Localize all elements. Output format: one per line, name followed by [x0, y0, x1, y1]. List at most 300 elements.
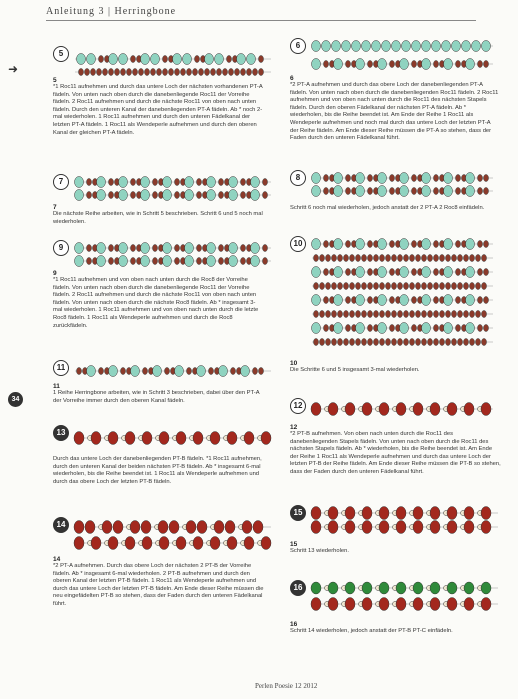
teal-bead	[422, 186, 431, 197]
teal-bead	[444, 173, 453, 184]
step-text: Schritt 14 wiederholen, jedoch anstatt der PT-B PT-C einfädeln.	[290, 628, 453, 634]
red-bead	[227, 537, 237, 550]
page-header: Anleitung 3 | Herringbone	[46, 6, 177, 17]
brown-bead	[390, 269, 395, 276]
teal-bead	[75, 177, 84, 188]
brown-bead	[484, 241, 489, 248]
teal-bead	[334, 59, 343, 70]
teal-bead	[251, 256, 260, 267]
bead-diagram-step-7	[73, 174, 273, 204]
red-bead	[85, 521, 95, 534]
brown-bead	[464, 283, 469, 290]
teal-bead	[75, 243, 84, 254]
brown-bead	[478, 175, 483, 182]
bead-diagram-step-15	[310, 505, 500, 535]
teal-bead	[141, 54, 150, 65]
green-bead	[362, 582, 372, 594]
brown-bead	[374, 339, 379, 346]
brown-bead	[440, 311, 445, 318]
teal-bead	[334, 323, 343, 334]
brown-bead	[456, 175, 461, 182]
teal-bead	[422, 267, 431, 278]
teal-bead	[356, 295, 365, 306]
teal-bead	[241, 366, 250, 377]
brown-bead	[452, 255, 457, 262]
brown-bead	[350, 283, 355, 290]
red-bead	[447, 403, 457, 416]
step-text: *2 PT-A aufnehmen. Durch das obere Loch der nächsten 2 PT-B der Vorreihe fädeln. Ab * insgesamt 6-mal wiederholen. 2 PT-B aufnehmen und durch den oberen Kanal der letzten PT-B fädeln. 1 Roc11 als Wendeperle aufnehmen und durch das untere Loch der letzten PT-B fädeln. Am Ende dieser Reihe müssen die neu eingefädelten PT-B so stehen, dass der Faden durch den unteren Fädelkanal führt.	[53, 563, 264, 607]
brown-bead	[346, 325, 351, 332]
brown-bead	[199, 69, 204, 76]
red-bead	[102, 521, 112, 534]
red-bead	[464, 507, 474, 520]
bead-diagram-step-9	[73, 240, 273, 270]
brown-bead	[219, 192, 224, 199]
red-bead	[464, 521, 474, 534]
teal-bead	[334, 267, 343, 278]
brown-bead	[456, 269, 461, 276]
brown-bead	[332, 283, 337, 290]
brown-bead	[324, 188, 329, 195]
teal-bead	[151, 54, 160, 65]
brown-bead	[153, 245, 158, 252]
teal-bead	[87, 54, 96, 65]
teal-bead	[163, 243, 172, 254]
red-bead	[379, 598, 389, 611]
teal-bead	[163, 177, 172, 188]
teal-bead	[466, 59, 475, 70]
brown-bead	[139, 69, 144, 76]
brown-bead	[235, 69, 240, 76]
step-text: *2 PT-B aufnehmen. Von oben nach unten durch die Roc11 des danebenliegenden Stapels fädeln. Von unten nach oben durch die Roc11 des nächsten Stapels fädeln. Ab * wiederholen, bis die Reihe beendet ist. Am Ende der Reihe 1 Roc11 als Wendeperle aufnehmen und durch das untere Loch der letzten PT-B der Reihe fädeln. Am Ende dieser Reihe müssen die PT-B so stehen, dass der Faden durch den unteren Fädelkanal führt.	[290, 431, 501, 475]
teal-bead	[412, 41, 421, 52]
brown-bead	[109, 192, 114, 199]
teal-bead	[466, 323, 475, 334]
brown-bead	[410, 255, 415, 262]
step-badge: 16	[290, 580, 306, 596]
red-bead	[244, 432, 254, 445]
teal-bead	[119, 190, 128, 201]
step-text: *2 PT-A aufnehmen und durch das obere Loch der danebenliegenden PT-A fädeln. Von unten nach oben durch die danebenliegenden Roc11 fädeln. 2 Roc11 aufnehmen und von oben nach unten durch die Roc11 des nächsten Stapels fädeln. Durch den oberen Fädelkanal der nächsten PT-A fädeln. Ab * wiederholen, bis die Reihe beendet ist. Am Ende der Reihe 1 Roc11 als Wendeperle aufnehmen und noch mal durch das untere Loch der letzten PT-A der Reihe fädeln. Am Ende dieser Reihe müssen die PT-A so stehen, dass der Faden durch den unteren Fädelkanal führt.	[290, 82, 499, 142]
red-bead	[379, 521, 389, 534]
brown-bead	[241, 179, 246, 186]
brown-bead	[398, 339, 403, 346]
brown-bead	[109, 245, 114, 252]
teal-bead	[119, 54, 128, 65]
brown-bead	[344, 339, 349, 346]
brown-bead	[87, 258, 92, 265]
teal-bead	[163, 190, 172, 201]
step-number: 14	[53, 556, 61, 563]
brown-bead	[392, 339, 397, 346]
brown-bead	[145, 69, 150, 76]
brown-bead	[428, 311, 433, 318]
teal-bead	[444, 186, 453, 197]
red-bead	[413, 403, 423, 416]
teal-bead	[356, 323, 365, 334]
red-bead	[141, 521, 151, 534]
brown-bead	[392, 311, 397, 318]
red-bead	[311, 403, 321, 416]
teal-bead	[205, 54, 214, 65]
teal-bead	[444, 323, 453, 334]
brown-bead	[390, 241, 395, 248]
teal-bead	[97, 190, 106, 201]
brown-bead	[195, 56, 200, 63]
brown-bead	[440, 255, 445, 262]
brown-bead	[452, 311, 457, 318]
step-badge: 5	[53, 46, 69, 62]
teal-bead	[378, 323, 387, 334]
red-bead	[362, 521, 372, 534]
teal-bead	[356, 173, 365, 184]
teal-bead	[422, 239, 431, 250]
teal-bead	[197, 366, 206, 377]
brown-bead	[386, 311, 391, 318]
green-bead	[311, 582, 321, 594]
red-bead	[74, 432, 84, 445]
brown-bead	[390, 188, 395, 195]
brown-bead	[386, 283, 391, 290]
teal-bead	[251, 190, 260, 201]
brown-bead	[346, 61, 351, 68]
teal-bead	[219, 366, 228, 377]
red-bead	[345, 403, 355, 416]
brown-bead	[398, 255, 403, 262]
brown-bead	[412, 325, 417, 332]
brown-bead	[151, 69, 156, 76]
red-bead	[328, 598, 338, 611]
brown-bead	[87, 179, 92, 186]
red-bead	[328, 521, 338, 534]
brown-bead	[482, 339, 487, 346]
bead-diagram-step-16	[310, 580, 500, 612]
brown-bead	[229, 69, 234, 76]
brown-bead	[390, 325, 395, 332]
brown-bead	[374, 255, 379, 262]
brown-bead	[362, 311, 367, 318]
brown-bead	[410, 283, 415, 290]
brown-bead	[344, 283, 349, 290]
brown-bead	[253, 69, 258, 76]
brown-bead	[412, 61, 417, 68]
red-bead	[74, 537, 84, 550]
teal-bead	[207, 177, 216, 188]
brown-bead	[416, 339, 421, 346]
brown-bead	[390, 175, 395, 182]
brown-bead	[85, 69, 90, 76]
brown-bead	[131, 258, 136, 265]
brown-bead	[314, 283, 319, 290]
step-number: 16	[290, 621, 298, 628]
brown-bead	[346, 269, 351, 276]
red-bead	[430, 521, 440, 534]
brown-bead	[320, 339, 325, 346]
green-bead	[379, 582, 389, 594]
brown-bead	[478, 61, 483, 68]
brown-bead	[79, 69, 84, 76]
brown-bead	[386, 255, 391, 262]
brown-bead	[398, 283, 403, 290]
teal-bead	[97, 243, 106, 254]
teal-bead	[75, 256, 84, 267]
brown-bead	[197, 179, 202, 186]
teal-bead	[141, 190, 150, 201]
teal-bead	[119, 243, 128, 254]
teal-bead	[185, 243, 194, 254]
brown-bead	[131, 192, 136, 199]
brown-bead	[484, 325, 489, 332]
brown-bead	[434, 241, 439, 248]
red-bead	[74, 521, 84, 534]
brown-bead	[456, 61, 461, 68]
brown-bead	[175, 258, 180, 265]
brown-bead	[131, 56, 136, 63]
brown-bead	[404, 339, 409, 346]
red-bead	[447, 507, 457, 520]
brown-bead	[368, 241, 373, 248]
brown-bead	[211, 69, 216, 76]
brown-bead	[368, 269, 373, 276]
brown-bead	[412, 297, 417, 304]
brown-bead	[324, 325, 329, 332]
brown-bead	[456, 297, 461, 304]
brown-bead	[77, 368, 82, 375]
teal-bead	[466, 267, 475, 278]
brown-bead	[446, 283, 451, 290]
teal-bead	[207, 243, 216, 254]
red-bead	[345, 507, 355, 520]
teal-bead	[466, 186, 475, 197]
teal-bead	[229, 177, 238, 188]
brown-bead	[404, 283, 409, 290]
brown-bead	[482, 255, 487, 262]
step-badge: 14	[53, 517, 69, 533]
red-bead	[362, 403, 372, 416]
teal-bead	[444, 59, 453, 70]
header-rule	[46, 20, 476, 21]
bead-diagram-step-14	[73, 517, 273, 553]
red-bead	[447, 521, 457, 534]
teal-bead	[229, 256, 238, 267]
brown-bead	[346, 297, 351, 304]
step-badge: 9	[53, 240, 69, 256]
red-bead	[169, 521, 179, 534]
teal-bead	[163, 256, 172, 267]
brown-bead	[428, 255, 433, 262]
brown-bead	[181, 69, 186, 76]
brown-bead	[456, 241, 461, 248]
red-bead	[130, 521, 140, 534]
page-footer: Perlen Poesie 12 2012	[255, 682, 318, 690]
brown-bead	[374, 283, 379, 290]
brown-bead	[470, 311, 475, 318]
brown-bead	[380, 311, 385, 318]
teal-bead	[185, 177, 194, 188]
green-bead	[396, 582, 406, 594]
teal-bead	[334, 173, 343, 184]
teal-bead	[400, 267, 409, 278]
teal-bead	[462, 41, 471, 52]
teal-bead	[356, 239, 365, 250]
teal-bead	[352, 41, 361, 52]
brown-bead	[410, 339, 415, 346]
brown-bead	[326, 283, 331, 290]
brown-bead	[217, 69, 222, 76]
bead-diagram-step-8	[310, 170, 495, 200]
teal-bead	[312, 323, 321, 334]
red-bead	[142, 537, 152, 550]
brown-bead	[380, 283, 385, 290]
teal-bead	[87, 366, 96, 377]
red-bead	[311, 598, 321, 611]
brown-bead	[368, 255, 373, 262]
red-bead	[413, 598, 423, 611]
brown-bead	[478, 188, 483, 195]
brown-bead	[422, 283, 427, 290]
red-bead	[396, 521, 406, 534]
brown-bead	[175, 245, 180, 252]
red-bead	[108, 432, 118, 445]
teal-bead	[312, 41, 321, 52]
teal-bead	[472, 41, 481, 52]
green-bead	[481, 582, 491, 594]
brown-bead	[350, 311, 355, 318]
brown-bead	[227, 56, 232, 63]
step-number: 9	[53, 270, 57, 277]
red-bead	[176, 432, 186, 445]
brown-bead	[127, 69, 132, 76]
teal-bead	[207, 190, 216, 201]
brown-bead	[326, 255, 331, 262]
brown-bead	[163, 56, 168, 63]
red-bead	[91, 537, 101, 550]
teal-bead	[422, 323, 431, 334]
teal-bead	[247, 54, 256, 65]
red-bead	[464, 598, 474, 611]
bead-diagram-step-10	[310, 236, 495, 352]
brown-bead	[109, 179, 114, 186]
brown-bead	[219, 179, 224, 186]
brown-bead	[121, 69, 126, 76]
arrow-right-icon: ➜	[8, 62, 19, 76]
brown-bead	[392, 255, 397, 262]
brown-bead	[452, 283, 457, 290]
step-number: 5	[53, 77, 57, 84]
brown-bead	[231, 368, 236, 375]
brown-bead	[428, 283, 433, 290]
brown-bead	[380, 255, 385, 262]
brown-bead	[464, 339, 469, 346]
red-bead	[379, 403, 389, 416]
brown-bead	[332, 339, 337, 346]
red-bead	[345, 598, 355, 611]
teal-bead	[400, 173, 409, 184]
step-number: 7	[53, 204, 57, 211]
brown-bead	[324, 241, 329, 248]
brown-bead	[324, 269, 329, 276]
brown-bead	[332, 311, 337, 318]
page-number: 34	[8, 392, 23, 407]
teal-bead	[342, 41, 351, 52]
brown-bead	[390, 61, 395, 68]
step-badge: 11	[53, 360, 69, 376]
red-bead	[430, 507, 440, 520]
red-bead	[481, 403, 491, 416]
red-bead	[210, 432, 220, 445]
brown-bead	[320, 283, 325, 290]
red-bead	[242, 521, 252, 534]
brown-bead	[131, 245, 136, 252]
red-bead	[481, 598, 491, 611]
brown-bead	[197, 258, 202, 265]
teal-bead	[312, 59, 321, 70]
brown-bead	[324, 175, 329, 182]
red-bead	[413, 507, 423, 520]
teal-bead	[119, 177, 128, 188]
teal-bead	[378, 239, 387, 250]
brown-bead	[263, 179, 268, 186]
brown-bead	[332, 255, 337, 262]
brown-bead	[219, 245, 224, 252]
brown-bead	[356, 255, 361, 262]
green-bead	[345, 582, 355, 594]
red-bead	[413, 521, 423, 534]
brown-bead	[133, 69, 138, 76]
brown-bead	[247, 69, 252, 76]
red-bead	[464, 403, 474, 416]
brown-bead	[356, 339, 361, 346]
red-bead	[328, 507, 338, 520]
red-bead	[176, 537, 186, 550]
red-bead	[311, 507, 321, 520]
teal-bead	[432, 41, 441, 52]
brown-bead	[314, 255, 319, 262]
brown-bead	[356, 283, 361, 290]
bead-diagram-step-12	[310, 398, 495, 420]
step-badge: 6	[290, 38, 306, 54]
step-number: 6	[290, 75, 294, 82]
brown-bead	[368, 283, 373, 290]
brown-bead	[482, 283, 487, 290]
red-bead	[227, 432, 237, 445]
step-number: 15	[290, 541, 298, 548]
red-bead	[345, 521, 355, 534]
bead-diagram-step-5	[73, 50, 273, 82]
teal-bead	[109, 54, 118, 65]
brown-bead	[253, 368, 258, 375]
brown-bead	[484, 269, 489, 276]
brown-bead	[109, 258, 114, 265]
brown-bead	[175, 69, 180, 76]
teal-bead	[378, 59, 387, 70]
teal-bead	[392, 41, 401, 52]
teal-bead	[356, 59, 365, 70]
teal-bead	[334, 295, 343, 306]
red-bead	[125, 537, 135, 550]
brown-bead	[143, 368, 148, 375]
brown-bead	[187, 368, 192, 375]
green-bead	[328, 582, 338, 594]
step-text: Schritt 13 wiederholen.	[290, 548, 349, 554]
brown-bead	[263, 245, 268, 252]
brown-bead	[434, 283, 439, 290]
brown-bead	[175, 192, 180, 199]
brown-bead	[368, 188, 373, 195]
brown-bead	[434, 188, 439, 195]
brown-bead	[422, 255, 427, 262]
brown-bead	[392, 283, 397, 290]
